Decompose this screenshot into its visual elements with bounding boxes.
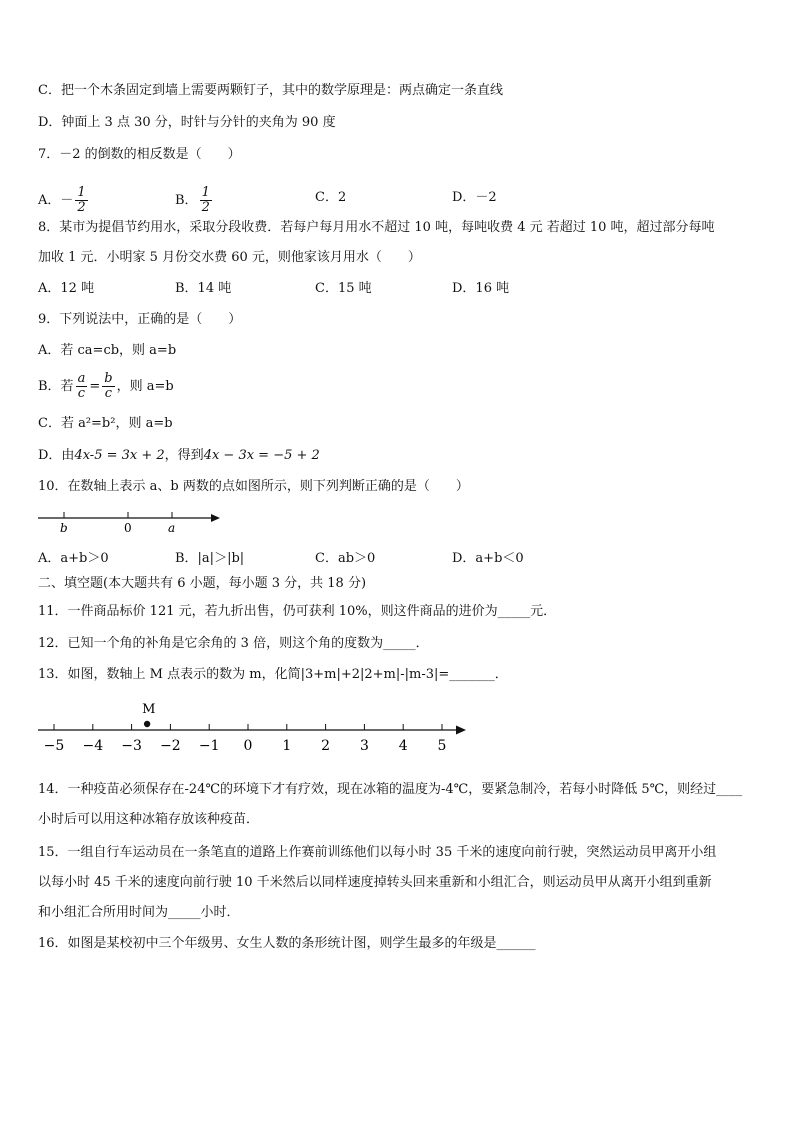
question-9: 9．下列说法中，正确的是（ ）: [38, 312, 242, 327]
question-14-line-1: 14．一种疫苗必须保存在-24℃的环境下才有疗效，现在冰箱的温度为-4℃，要紧急制冷，若每小时降低 5℃，则经过____: [38, 782, 743, 797]
q10-number-line: [38, 508, 228, 538]
q7-b-prefix: B．: [175, 193, 198, 208]
q7-a-fraction: [75, 186, 87, 215]
q10-option-d: D．a+b＜0: [452, 551, 524, 566]
q13-arrow: [456, 726, 466, 735]
q9-b-equals: =: [89, 379, 101, 394]
question-14-line-2: 小时后可以用这种冰箱存放该种疫苗．: [38, 812, 260, 827]
q10-option-b: B．|a|＞|b|: [175, 551, 245, 566]
q9-b-den-1: c: [77, 386, 86, 401]
option-d-previous: D．钟面上 3 点 30 分，时针与分针的夹角为 90 度: [38, 115, 336, 130]
q13-tick-label: 2: [321, 738, 331, 754]
question-15-line-2: 以每小时 45 千米的速度向前行驶 10 千米然后以同样速度掉转头回来重新和小组汇合，则运动员甲从离开小组到重新: [38, 875, 712, 890]
q9-d-prefix: D．由: [38, 448, 75, 463]
q13-tick-label: 3: [359, 738, 369, 754]
q9-b-num-2: b: [104, 371, 113, 386]
q9-option-b: [38, 370, 174, 404]
question-10: 10．在数轴上表示 a、b 两数的点如图所示，则下列判断正确的是（ ）: [38, 479, 469, 494]
q9-b-num-1: a: [77, 371, 86, 386]
q8-option-b: B．14 吨: [175, 281, 232, 296]
q9-option-a: A．若 ca=cb，则 a=b: [38, 343, 177, 358]
q13-tick-label: 5: [437, 738, 447, 754]
q13-point-label: M: [142, 702, 156, 717]
q9-b-den-2: c: [104, 386, 113, 401]
q9-d-expression-1: 4x-5 = 3x + 2: [74, 448, 165, 463]
section-2-heading: 二、填空题(本大题共有 6 小题，每小题 3 分，共 18 分): [38, 576, 367, 591]
question-13: 13．如图，数轴上 M 点表示的数为 m，化简|3+m|+2|2+m|-|m-3|=_______．: [38, 667, 508, 682]
q10-label-a: a: [168, 521, 176, 535]
q7-a-num: 1: [77, 185, 86, 200]
q9-b-suffix: ，则 a=b: [116, 379, 174, 394]
q13-tick-label: −3: [121, 738, 142, 754]
q9-option-c: C．若 a²=b²，则 a=b: [38, 416, 173, 431]
q10-label-b: b: [60, 521, 68, 535]
q10-option-c: C．ab＞0: [315, 551, 376, 566]
q7-option-c: C．2: [315, 190, 347, 205]
q8-option-a: A．12 吨: [38, 281, 95, 296]
q9-d-middle: ，得到: [164, 448, 204, 463]
q7-b-fraction: [200, 186, 212, 215]
q10-options: [38, 549, 758, 569]
q7-option-b: [175, 186, 214, 215]
q8-option-d: D．16 吨: [452, 281, 510, 296]
q8-option-c: C．15 吨: [315, 281, 372, 296]
question-15-line-1: 15．一组自行车运动员在一条笔直的道路上作赛前训练他们以每小时 35 千米的速度向前行驶，突然运动员甲离开小组: [38, 845, 717, 860]
q9-b-fraction-1: [76, 372, 88, 401]
q13-tick-label: 4: [398, 738, 408, 754]
question-8-line-2: 加收 1 元．小明家 5 月份交水费 60 元，则他家该月用水（ ）: [38, 250, 421, 265]
q8-options: [38, 279, 758, 299]
q7-a-den: 2: [77, 200, 86, 215]
q13-tick-label: 0: [243, 738, 253, 754]
q10-arrow: [211, 514, 220, 522]
q9-d-expression-2: 4x − 3x = −5 + 2: [203, 448, 320, 463]
option-c-previous: C．把一个木条固定到墙上需要两颗钉子，其中的数学原理是：两点确定一条直线: [38, 83, 503, 98]
question-8-line-1: 8．某市为提倡节约用水，采取分段收费．若每户每月用水不超过 10 吨，每吨收费 4 元 若超过 10 吨，超过部分每吨: [38, 220, 715, 235]
q10-label-zero: 0: [124, 521, 132, 535]
q13-number-line: [38, 696, 478, 758]
q9-b-fraction-2: [102, 372, 114, 401]
q13-tick-label: −2: [160, 738, 181, 754]
q7-option-a: [38, 186, 90, 215]
question-12: 12．已知一个角的补角是它余角的 3 倍，则这个角的度数为_____．: [38, 636, 429, 651]
q13-tick-label: 1: [282, 738, 292, 754]
question-11: 11．一件商品标价 121 元，若九折出售，仍可获利 10%，则这件商品的进价为_____元．: [38, 604, 557, 619]
q10-option-a: A．a+b＞0: [38, 551, 109, 566]
q13-tick-label: −4: [82, 738, 104, 754]
q7-options: [38, 178, 758, 214]
q9-option-d: [38, 447, 320, 465]
q13-tick-label: −1: [198, 738, 220, 754]
q7-a-prefix: A．－: [38, 193, 74, 208]
q7-b-den: 2: [201, 200, 210, 215]
q13-tick-label: −5: [43, 738, 65, 754]
q9-b-prefix: B．若: [38, 379, 74, 394]
q7-option-d: D．－2: [452, 190, 497, 205]
question-7: 7．－2 的倒数的相反数是（ ）: [38, 147, 241, 162]
q7-b-num: 1: [201, 185, 210, 200]
question-15-line-3: 和小组汇合所用时间为_____小时．: [38, 905, 240, 920]
q13-point-m: [144, 721, 150, 727]
question-16: 16．如图是某校初中三个年级男、女生人数的条形统计图，则学生最多的年级是______: [38, 936, 536, 951]
